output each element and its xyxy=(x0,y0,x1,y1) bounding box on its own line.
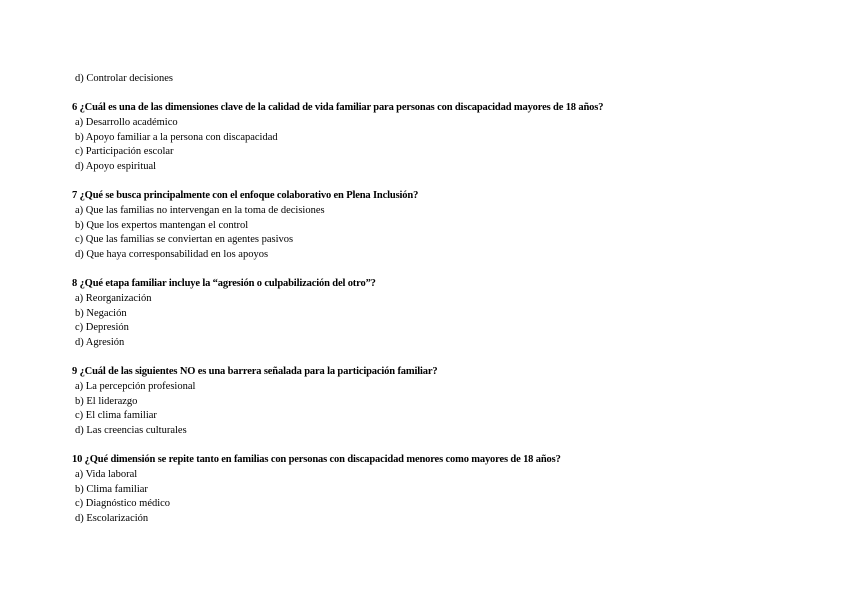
answer-option-a: a) Reorganización xyxy=(75,293,152,304)
question-7 xyxy=(72,189,812,262)
answer-option-b: b) Que los expertos mantengan el control xyxy=(75,219,249,231)
answer-option-b: b) Clima familiar xyxy=(75,483,148,495)
answer-options xyxy=(72,292,812,350)
answer-option-c: c) El clima familiar xyxy=(75,410,157,422)
question-8 xyxy=(72,277,812,350)
answer-option-a: a) Que las familias no intervengan en la toma de decisiones xyxy=(75,205,325,216)
answer-option-c: c) Participación escolar xyxy=(75,146,174,158)
answer-options xyxy=(72,468,812,526)
answer-option-d: d) Apoyo espiritual xyxy=(75,160,157,172)
answer-option-d: d) Escolarización xyxy=(75,512,149,524)
answer-option-d: d) Agresión xyxy=(75,336,125,348)
answer-option-b: b) Negación xyxy=(75,307,127,319)
answer-option-d: d) Las creencias culturales xyxy=(75,424,187,436)
answer-option-c: c) Depresión xyxy=(75,322,129,334)
question-9 xyxy=(72,365,812,438)
answer-option-a: a) Vida laboral xyxy=(75,469,138,480)
answer-options xyxy=(72,116,812,174)
answer-options xyxy=(72,380,812,438)
question-10 xyxy=(72,453,812,526)
answer-option-c: c) Diagnóstico médico xyxy=(75,498,171,510)
question-title: 10 ¿Qué dimensión se repite tanto en familias con personas con discapacidad menores como mayores de 18 años? xyxy=(72,454,561,465)
question-6 xyxy=(72,101,812,174)
previous-question-option: d) Controlar decisiones xyxy=(75,73,173,84)
answer-option-d: d) Que haya corresponsabilidad en los apoyos xyxy=(75,248,269,260)
question-title: 9 ¿Cuál de las siguientes NO es una barrera señalada para la participación familiar? xyxy=(72,366,438,377)
question-title: 7 ¿Qué se busca principalmente con el enfoque colaborativo en Plena Inclusión? xyxy=(72,190,419,201)
question-title: 6 ¿Cuál es una de las dimensiones clave de la calidad de vida familiar para personas con discapacidad mayores de 18 años? xyxy=(72,102,604,113)
answer-options xyxy=(72,204,812,262)
answer-option-b: b) El liderazgo xyxy=(75,395,138,407)
question-title: 8 ¿Qué etapa familiar incluye la “agresión o culpabilización del otro”? xyxy=(72,278,376,289)
answer-option-b: b) Apoyo familiar a la persona con discapacidad xyxy=(75,131,278,143)
answer-option-c: c) Que las familias se conviertan en agentes pasivos xyxy=(75,234,294,246)
answer-option-a: a) La percepción profesional xyxy=(75,381,196,392)
answer-option-a: a) Desarrollo académico xyxy=(75,117,178,128)
